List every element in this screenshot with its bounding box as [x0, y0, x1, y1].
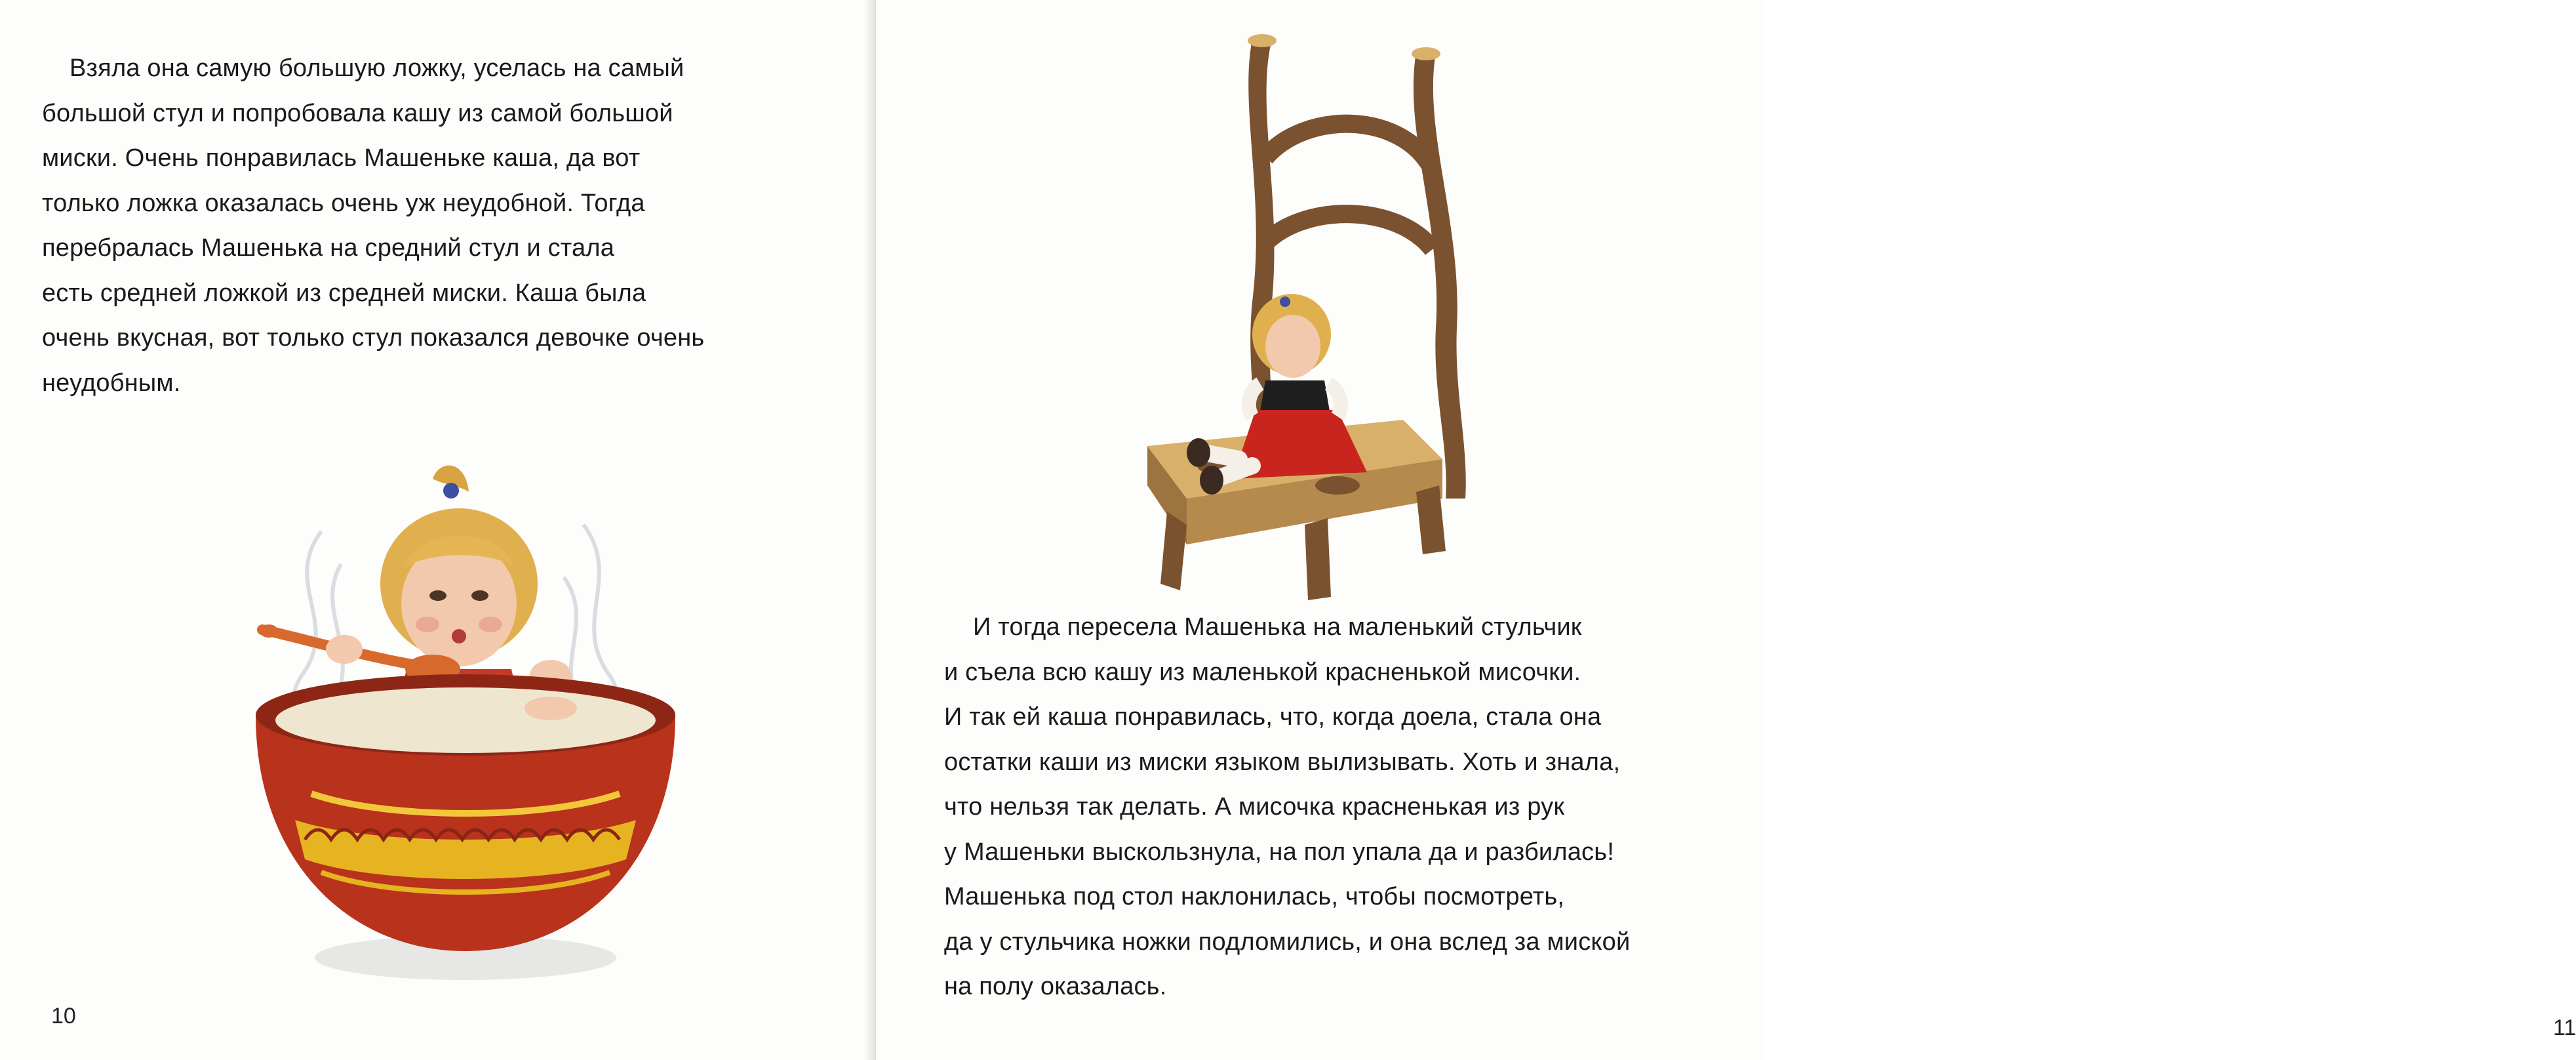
text-line: есть средней ложкой из средней миски. Каша была: [42, 279, 646, 307]
text-line: И так ей каша понравилась, что, когда доела, стала она: [944, 703, 1602, 731]
text-line: только ложка оказалась очень уж неудобной. Тогда: [42, 189, 645, 217]
left-page-text: [42, 46, 704, 405]
text-line: перебралась Машенька на средний стул и стала: [42, 234, 615, 262]
text-line: что нельзя так делать. А мисочка красненькая из рук: [944, 793, 1565, 821]
girl-eating-porridge-illustration: [243, 453, 688, 990]
text-line: Машенька под стол наклонилась, чтобы посмотреть,: [944, 883, 1565, 910]
left-page: [0, 0, 876, 1060]
text-line: да у стульчика ножки подломились, и она вслед за миской: [944, 928, 1631, 956]
page-number: 11: [2553, 1015, 2576, 1040]
text-line: и съела всю кашу из маленькой красненькой мисочки.: [944, 658, 1581, 686]
text-line: очень вкусная, вот только стул показался девочке очень: [42, 324, 705, 352]
red-bowl: [256, 674, 675, 980]
right-page-text: [944, 605, 1630, 1009]
text-line: неудобным.: [42, 369, 181, 397]
page-number: 10: [51, 1004, 76, 1029]
text-line: большой стул и попробовала кашу из самой большой: [42, 99, 673, 127]
text-line: остатки каши из миски языком вылизывать. Хоть и знала,: [944, 748, 1621, 776]
girl-on-small-chair-illustration: [1141, 26, 1488, 603]
text-line: у Машеньки выскользнула, на пол упала да и разбилась!: [944, 838, 1614, 866]
text-line: миски. Очень понравилась Машеньке каша, да вот: [42, 144, 641, 172]
text-line: И тогда пересела Машенька на маленький стульчик: [973, 613, 1582, 641]
text-line: Взяла она самую большую ложку, уселась на самый: [69, 54, 684, 82]
text-line: на полу оказалась.: [944, 973, 1167, 1000]
